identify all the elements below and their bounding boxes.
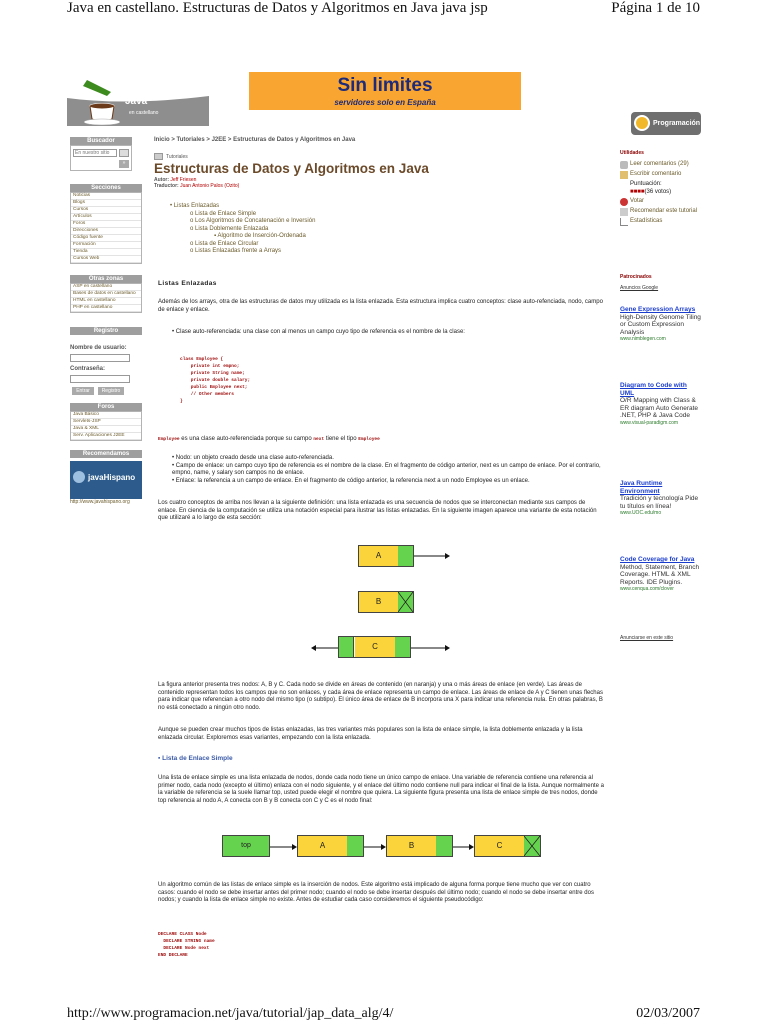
sections-item[interactable]: Tienda: [71, 249, 141, 256]
sections-item[interactable]: Noticias: [71, 193, 141, 200]
other-zones-title: Otras zonas: [70, 275, 142, 283]
other-zone-item[interactable]: HTML en castellano: [71, 298, 141, 305]
bullet-list-definitions: [172, 455, 604, 485]
ad-title[interactable]: Gene Expression Arrays: [620, 306, 696, 313]
search-input[interactable]: En nuestro sitio: [73, 149, 117, 157]
toc-item[interactable]: o Lista Doblemente Enlazada: [190, 225, 269, 232]
banner-headline: Sin limites: [337, 75, 433, 96]
toc-item[interactable]: • Listas Enlazadas: [170, 203, 220, 209]
section-heading-linked-lists: Listas Enlazadas: [158, 280, 217, 287]
paragraph-variants: Aunque se pueden crear muchos tipos de listas enlazadas, las tres variantes más populares son la lista de enlace simple, la lista doblemente enlazada y la lista enlazada circular. Exploremos esas variantes, empezando con la lista enlazada.: [158, 727, 583, 741]
programacion-logo-icon: [634, 115, 650, 131]
sections-title: Secciones: [70, 184, 142, 192]
bullet-self-referential: • Clase auto-referenciada: una clase con al menos un campo cuyo tipo de referencia es el nombre de la clase:: [172, 329, 465, 335]
ad-url[interactable]: www.UOC.edu/mo: [620, 510, 662, 516]
forum-item[interactable]: Serv. Aplicaciones J2EE: [71, 433, 141, 440]
username-label: Nombre de usuario:: [70, 345, 127, 351]
other-zone-item[interactable]: PHP en castellano: [71, 305, 141, 312]
forum-item[interactable]: Java & XML: [71, 426, 141, 433]
ad-unit: [620, 556, 702, 593]
ad-url[interactable]: www.cenqua.com/clover: [620, 586, 674, 592]
envelope-icon: [620, 208, 628, 216]
tutorial-tag[interactable]: Tutoriales: [166, 154, 188, 160]
vote-link[interactable]: Votar: [620, 198, 700, 206]
print-header-page: Página 1 de 10: [611, 0, 700, 16]
sections-list: [70, 192, 142, 264]
chart-icon: [620, 218, 628, 226]
other-zones-box: [70, 275, 142, 313]
forum-item[interactable]: Servlets-JSP: [71, 419, 141, 426]
translator-label: Traductor:: [154, 183, 179, 189]
figure-node-notation: [308, 535, 453, 671]
print-footer-url: http://www.programacion.net/java/tutorial/jap_data_alg/4/: [67, 1006, 394, 1021]
recommend-link[interactable]: Recomendar este tutorial: [620, 208, 700, 216]
bullet-node: • Nodo: un objeto creado desde una clase auto-referenciada.: [172, 455, 334, 461]
sections-item[interactable]: Blogs: [71, 200, 141, 207]
password-label: Contraseña:: [70, 366, 106, 372]
ad-unit: [620, 306, 702, 343]
null-link-x-icon: [524, 836, 540, 856]
read-comments-link[interactable]: Leer comentarios (29): [620, 161, 700, 169]
password-input[interactable]: [70, 375, 130, 383]
register-button[interactable]: Registro: [98, 387, 124, 395]
banner-subline: servidores solo en España: [334, 98, 436, 107]
sponsored-heading: Patrocinados: [620, 274, 652, 280]
sections-item[interactable]: Direcciones: [71, 228, 141, 235]
bullet-link-field: • Campo de enlace: un campo cuyo tipo de referencia es el nombre de la clase. En el fragmento de código anterior, next es un campo de enlace. Por el contrario, empno, name, y salary son campos no de enlace.: [172, 462, 601, 476]
paragraph-insertion: Un algoritmo común de las listas de enlace simple es la inserción de nodos. Este algoritmo está implicado de alguna forma porque tiene mucho que ver con cuatro casos: cuando el nodo se debe insertar antes del primer nodo; cuando el nodo se debe insertar después del último nodo; cuando el nodo se debe insertar entre dos nodos; y cuando la lista de enlace simple no existe. Antes de estudiar cada caso consideremos el siguiente pseudocódigo:: [158, 882, 594, 903]
toc-item[interactable]: o Los Algoritmos de Concatenación e Inversión: [190, 218, 316, 224]
forums-box: [70, 403, 142, 441]
ad-description: Method, Statement, Branch Coverage. HTML & XML Reports. IDE Plugins.: [620, 563, 700, 586]
ad-unit: [620, 480, 702, 517]
paragraph-employee: Employee es una clase auto-referenciada porque su campo next tiene el tipo Employee: [158, 436, 380, 442]
google-ads-link[interactable]: Anuncios Google: [620, 285, 659, 291]
write-comment-link[interactable]: Escribir comentario: [620, 171, 700, 179]
other-zone-item[interactable]: ASP en castellano: [71, 284, 141, 291]
paragraph: Además de los arrays, otra de las estructuras de datos muy utilizada es la lista enlazada. Esta estructura implica cuatro conceptos: clase auto-refenciada, nodo, campo de enlace y enlace.: [158, 299, 603, 313]
site-logo[interactable]: [67, 76, 209, 126]
null-link-x-icon: [398, 592, 413, 612]
utilities-list: [620, 161, 700, 226]
ad-description: O/R Mapping with Class & ER diagram Auto Generate .NET, PHP & Java Code: [620, 397, 699, 419]
table-of-contents: [170, 203, 315, 256]
figure-node-a: A: [358, 545, 414, 567]
figure-node-b: B: [358, 591, 414, 613]
forum-item[interactable]: Java Básico: [71, 412, 141, 419]
author-label: Autor:: [154, 177, 169, 183]
register-box: [70, 327, 142, 397]
forums-title: Foros: [70, 403, 142, 411]
print-header-title: Java en castellano. Estructuras de Datos y Algoritmos en Java java jsp: [67, 0, 488, 16]
sections-item[interactable]: Código fuente: [71, 235, 141, 242]
search-box: [70, 137, 132, 171]
ad-banner[interactable]: [249, 72, 521, 110]
javahispano-banner[interactable]: [70, 461, 142, 499]
programacion-logo-text: Programación: [653, 120, 701, 127]
utilities-heading: Utilidades: [620, 150, 644, 156]
toc-item[interactable]: ▪ Algoritmo de Inserción-Ordenada: [214, 233, 306, 239]
figure2-node-a: A: [297, 835, 364, 857]
author-link[interactable]: Jeff Friesen: [170, 177, 197, 183]
programacion-logo[interactable]: [631, 112, 701, 135]
username-input[interactable]: [70, 354, 130, 362]
sections-item[interactable]: Cursos: [71, 207, 141, 214]
ad-description: Tradición y tecnología Pide tu títulos en línea!: [620, 495, 699, 510]
ad-url[interactable]: www.visual-paradigm.com: [620, 419, 679, 426]
comments-icon: [620, 161, 628, 169]
rating: Puntuación: ■■■■(36 votos): [630, 181, 672, 195]
other-zones-list: [70, 283, 142, 313]
toc-item[interactable]: o Listas Enlazadas frente a Arrays: [190, 248, 282, 254]
pencil-icon: [620, 171, 628, 179]
sections-item[interactable]: Foros: [71, 221, 141, 228]
section-heading-singly-linked: ▪ Lista de Enlace Simple: [158, 755, 233, 762]
paragraph-figure-explanation: La figura anterior presenta tres nodos: A, B y C. Cada nodo se divide en áreas de contenido (en naranja) y una o más áreas de enlace (en verde). Las áreas de contenido representan todos los campos que no son enlaces, y cada área de enlace representa un campo de enlace. Las áreas de enlace de A y C tienen unas flechas para indicar que referencian a otro nodo del mismo tipo (o subtipo). El único área de enlace de B incorpora una X para indicar una referencia nula. En otras palabras, B no está conectado a ningún otro nodo.: [158, 682, 603, 711]
ad-url[interactable]: www.nimblegen.com: [620, 336, 666, 342]
sections-box: [70, 184, 142, 264]
figure-node-c: C: [338, 636, 411, 658]
logo-subtext: en castellano: [129, 110, 159, 116]
toc-item[interactable]: o Lista de Enlace Circular: [190, 240, 259, 247]
figure2-node-b: B: [386, 835, 453, 857]
logo-text: Java: [125, 96, 148, 107]
javahispano-text: javaHispano: [88, 473, 136, 482]
paragraph-definition: Los cuatro conceptos de arriba nos llevan a la siguiente definición: una lista enlazada es una secuencia de nodos que se interconectan mediante sus campos de enlace. En ciencia de la computación se utiliza una notación especial para ilustrar las listas enlazadas. En la siguiente imagen aparece una variante de esta notación que utilizaré a lo largo de esta sección:: [158, 500, 597, 521]
ad-title[interactable]: Code Coverage for Java: [620, 556, 695, 563]
sections-item[interactable]: Artículos: [71, 214, 141, 221]
tutorial-tag-icon: [154, 153, 163, 160]
ad-title[interactable]: Diagram to Code with UML: [620, 382, 687, 397]
login-button[interactable]: Entrar: [72, 387, 94, 395]
forums-list: [70, 411, 142, 441]
search-box-title: Buscador: [70, 137, 132, 145]
statistics-link[interactable]: Estadísticas: [620, 218, 700, 226]
print-footer-date: 02/03/2007: [636, 1006, 700, 1021]
toc-item[interactable]: o Lista de Enlace Simple: [190, 210, 257, 217]
page-title: Estructuras de Datos y Algoritmos en Java: [154, 161, 429, 176]
figure-singly-linked-list: [222, 833, 542, 861]
translator-link[interactable]: Juan Antonio Palos (Ozito): [180, 183, 240, 189]
breadcrumb[interactable]: Inicio > Tutoriales > J2EE > Estructuras de Datos y Algoritmos en Java: [154, 137, 356, 143]
ad-unit: [620, 382, 702, 426]
ad-description: High-Density Genome Tiling or Custom Expression Analysis: [620, 313, 701, 336]
code-block-employee: class Employee { private int empno; private String name; private double salary; public Employee next; // Other members }: [180, 357, 251, 404]
sections-item[interactable]: Formación: [71, 242, 141, 249]
search-options-select[interactable]: [119, 149, 129, 157]
javahispano-url[interactable]: http://www.javahispano.org: [70, 499, 130, 505]
other-zone-item[interactable]: Bases de datos en castellano: [71, 291, 141, 298]
figure2-node-c: C: [474, 835, 541, 857]
ad-title[interactable]: Java Runtime Environment: [620, 480, 663, 495]
search-go-button[interactable]: »: [119, 160, 129, 168]
code-block-pseudocode: DECLARE CLASS Node DECLARE STRING name DECLARE Node next END DECLARE: [158, 932, 215, 958]
bullet-link: • Enlace: la referencia a un campo de enlace. En el fragmento de código anterior, la referencia next a un nodo Employee es un enlace.: [172, 477, 530, 484]
recommended-title: Recomendamos: [70, 450, 142, 458]
javahispano-icon: [73, 471, 85, 483]
figure2-top: top: [222, 835, 270, 857]
sections-item[interactable]: Cursos Web: [71, 256, 141, 263]
register-title: Registro: [70, 327, 142, 335]
paragraph-singly-linked: Una lista de enlace simple es una lista enlazada de nodos, donde cada nodo tiene un único campo de enlace. Una variable de referencia contiene una referencia al primer nodo, cada nodo (excepto el último) enlaza con el nodo siguiente, y el enlace del último nodo contiene null para indicar el final de la lista. Aunque normalmente a la variable de referencia se la suele llamar top, usted puede elegir el nombre que quiera. La siguiente figura presenta una lista de enlace simple de tres nodos, donde top referencia al nodo A, A conecta con B y B conecta con C y C es el nodo final:: [158, 775, 604, 804]
recommended-box: [70, 450, 142, 506]
advertise-link[interactable]: Anunciarse en este sitio: [620, 635, 674, 641]
vote-icon: [620, 198, 628, 206]
